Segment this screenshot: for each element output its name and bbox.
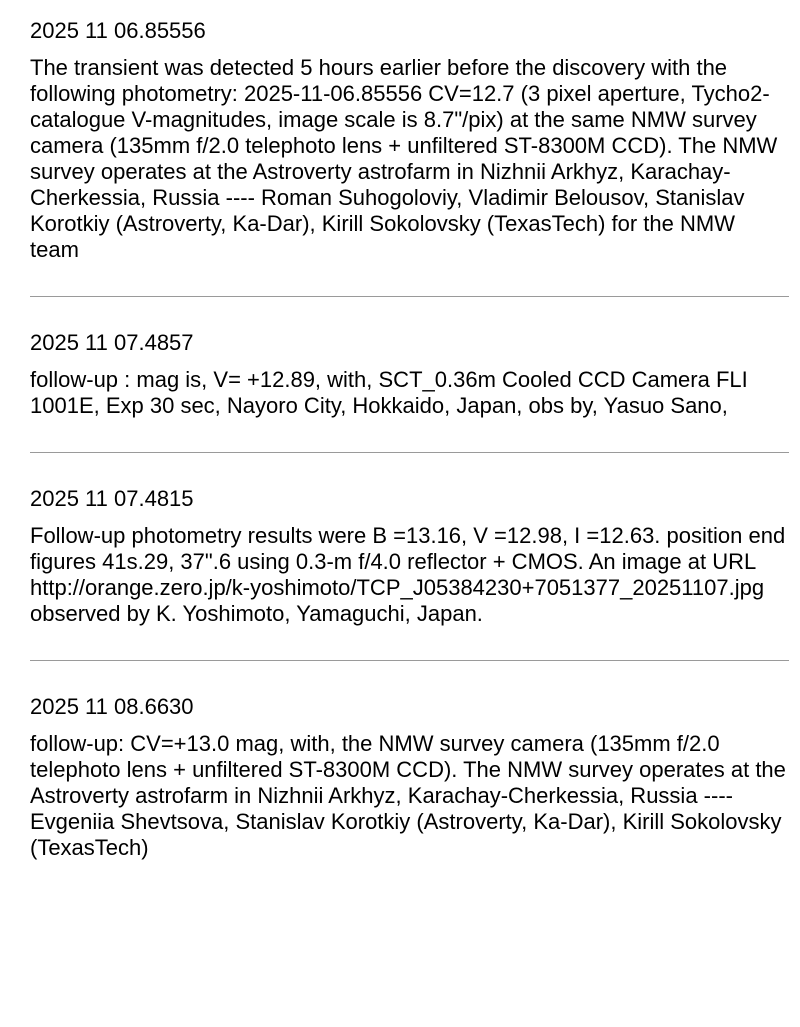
entry-date: 2025 11 07.4857 [30, 330, 194, 355]
observation-entry [30, 694, 789, 861]
entry-date: 2025 11 08.6630 [30, 694, 194, 719]
entry-text: The transient was detected 5 hours earlier before the discovery with the following photometry: 2025-11-06.85556 CV=12.7 (3 pixel aperture, Tycho2-catalogue V-magnitudes, image scale is 8.7"/pix) at the same NMW survey camera (135mm f/2.0 telephoto lens + unfiltered ST-8300M CCD). The NMW survey operates at the Astroverty astrofarm in Nizhnii Arkhyz, Karachay-Cherkessia, Russia ---- Roman Suhogoloviy, Vladimir Belousov, Stanislav Korotkiy (Astroverty, Ka-Dar), Kirill Sokolovsky (TexasTech) for the NMW team [30, 55, 778, 262]
entry-divider [30, 660, 789, 661]
entry-text: follow-up: CV=+13.0 mag, with, the NMW survey camera (135mm f/2.0 telephoto lens + unfiltered ST-8300M CCD). The NMW survey operates at the Astroverty astrofarm in Nizhnii Arkhyz, Karachay-Cherkessia, Russia ---- Evgeniia Shevtsova, Stanislav Korotkiy (Astroverty, Ka-Dar), Kirill Sokolovsky (TexasTech) [30, 731, 786, 860]
observation-entry [30, 18, 789, 263]
entry-date: 2025 11 07.4815 [30, 486, 194, 511]
entry-text: follow-up : mag is, V= +12.89, with, SCT_0.36m Cooled CCD Camera FLI 1001E, Exp 30 sec, Nayoro City, Hokkaido, Japan, obs by, Yasuo Sano, [30, 367, 748, 418]
entry-divider [30, 452, 789, 453]
observation-entry [30, 330, 789, 419]
entry-text: Follow-up photometry results were B =13.16, V =12.98, I =12.63. position end figures 41s.29, 37".6 using 0.3-m f/4.0 reflector + CMOS. An image at URL http://orange.zero.jp/k-yoshimoto/TCP_J05384230+7051377_20251107.jpg observed by K. Yoshimoto, Yamaguchi, Japan. [30, 523, 786, 626]
entry-date: 2025 11 06.85556 [30, 18, 206, 43]
observation-entry [30, 486, 789, 627]
entry-divider [30, 296, 789, 297]
